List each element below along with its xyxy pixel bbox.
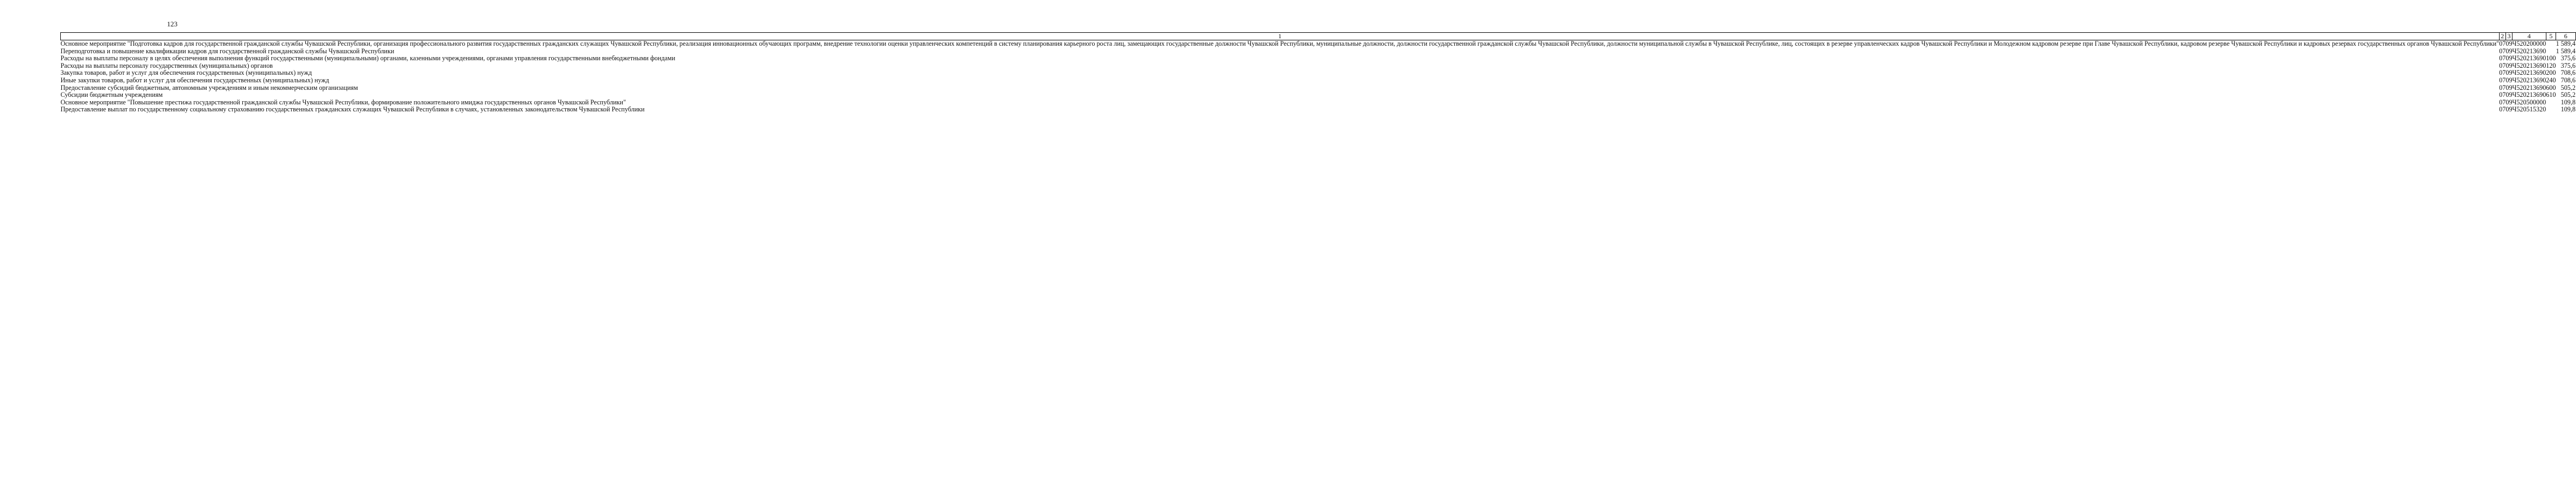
row-subsection: 09 bbox=[2505, 40, 2512, 47]
row-name: Расходы на выплаты персоналу государственных (муниципальных) органов bbox=[60, 61, 273, 69]
row-amount: 375,6 bbox=[2560, 61, 2576, 69]
row-section: 07 bbox=[2499, 69, 2506, 77]
row-name: Предоставление выплат по государственному социальному страхованию государственных гражданских служащих Чувашской Республики в случаях, установленных законодательством Чувашской Республики bbox=[60, 105, 645, 114]
row-subsection: 09 bbox=[2505, 83, 2512, 91]
row-target-code: Ч520515320 bbox=[2512, 105, 2546, 114]
row-amount: 375,6 bbox=[2560, 54, 2576, 62]
budget-table bbox=[60, 32, 2576, 114]
header-col-3: 3 bbox=[2505, 33, 2512, 40]
row-amount: 708,6 bbox=[2560, 76, 2576, 84]
header-col-2: 2 bbox=[2499, 33, 2505, 40]
row-section: 07 bbox=[2499, 105, 2506, 114]
row-amount: 109,8 bbox=[2560, 105, 2576, 114]
row-target-code: Ч520213690 bbox=[2512, 54, 2546, 62]
row-subsection: 09 bbox=[2505, 98, 2512, 106]
row-expense-type: 100 bbox=[2546, 54, 2556, 62]
row-amount: 505,2 bbox=[2560, 83, 2576, 91]
table-row bbox=[61, 99, 2576, 107]
row-expense-type bbox=[2546, 106, 2556, 114]
row-name: Иные закупки товаров, работ и услуг для обеспечения государственных (муниципальных) нужд bbox=[60, 76, 329, 84]
row-amount: 109,8 bbox=[2560, 98, 2576, 106]
row-expense-type: 240 bbox=[2546, 76, 2556, 84]
table-row bbox=[61, 91, 2576, 99]
header-col-5: 5 bbox=[2546, 33, 2556, 40]
row-name: Закупка товаров, работ и услуг для обеспечения государственных (муниципальных) нужд bbox=[60, 69, 312, 77]
table-row bbox=[61, 40, 2576, 48]
row-expense-type bbox=[2546, 40, 2556, 48]
row-target-code: Ч520213690 bbox=[2512, 69, 2546, 77]
header-col-1: 1 bbox=[61, 33, 2500, 40]
row-section: 07 bbox=[2499, 76, 2506, 84]
row-section: 07 bbox=[2499, 61, 2506, 69]
row-amount: 1 589,4 bbox=[2556, 40, 2576, 47]
table-row bbox=[61, 77, 2576, 84]
row-target-code: Ч520213690 bbox=[2512, 47, 2546, 55]
row-section: 07 bbox=[2499, 98, 2506, 106]
row-amount: 505,2 bbox=[2560, 91, 2576, 99]
table-row bbox=[61, 55, 2576, 62]
row-section: 07 bbox=[2499, 54, 2506, 62]
row-section: 07 bbox=[2499, 91, 2506, 99]
header-col-4: 4 bbox=[2512, 33, 2546, 40]
table-row bbox=[61, 48, 2576, 55]
row-expense-type bbox=[2546, 99, 2556, 107]
table-header-row bbox=[61, 33, 2576, 40]
row-subsection: 09 bbox=[2505, 91, 2512, 99]
row-name: Основное мероприятие "Повышение престижа государственной гражданской службы Чувашской Республики, формирование положительного имиджа государственных органов Чувашской Республики" bbox=[60, 98, 626, 106]
page-number: 123 bbox=[167, 20, 178, 28]
row-target-code: Ч520213690 bbox=[2512, 91, 2546, 99]
row-target-code: Ч520200000 bbox=[2512, 40, 2546, 47]
row-section: 07 bbox=[2499, 47, 2506, 55]
row-name: Предоставление субсидий бюджетным, автономным учреждениям и иным некоммерческим организациям bbox=[60, 83, 358, 91]
table-row bbox=[61, 84, 2576, 92]
table-row bbox=[61, 106, 2576, 114]
row-section: 07 bbox=[2499, 83, 2506, 91]
row-subsection: 09 bbox=[2505, 76, 2512, 84]
row-subsection: 09 bbox=[2505, 47, 2512, 55]
table-row bbox=[61, 62, 2576, 70]
row-expense-type: 610 bbox=[2546, 91, 2556, 99]
row-expense-type: 200 bbox=[2546, 69, 2556, 77]
row-subsection: 09 bbox=[2505, 54, 2512, 62]
row-target-code: Ч520213690 bbox=[2512, 83, 2546, 91]
row-section: 07 bbox=[2499, 40, 2506, 47]
row-name: Субсидии бюджетным учреждениям bbox=[60, 91, 163, 99]
row-subsection: 09 bbox=[2505, 61, 2512, 69]
row-name: Основное мероприятие "Подготовка кадров для государственной гражданской службы Чувашской Республики, организация профессионального развития государственных гражданских служащих Чувашской Республики, реализация инновационных обучающих программ, внедрение технологии оценки управленческих компетенций в систему планирования карьерного роста лиц, замещающих государственные должности Чувашской Республики, муниципальные должности, должности государственной гражданской службы Чувашской Республики, должности муниципальной службы в Чувашской Республике, лиц, состоящих в резерве управленческих кадров Чувашской Республики и Молодежном кадровом резерве при Главе Чувашской Республики, кадровом резерве Чувашской Республики и кадровых резервах государственных органов Чувашской Республики" bbox=[60, 40, 2500, 47]
row-subsection: 09 bbox=[2505, 69, 2512, 77]
row-target-code: Ч520213690 bbox=[2512, 61, 2546, 69]
row-expense-type: 120 bbox=[2546, 61, 2556, 69]
table-row bbox=[61, 69, 2576, 77]
header-col-6: 6 bbox=[2556, 33, 2576, 40]
row-target-code: Ч520500000 bbox=[2512, 98, 2546, 106]
row-name: Расходы на выплаты персоналу в целях обеспечения выполнения функций государственными (муниципальными) органами, казенными учреждениями, органами управления государственными внебюджетными фондами bbox=[60, 54, 675, 62]
row-subsection: 09 bbox=[2505, 105, 2512, 114]
row-expense-type: 600 bbox=[2546, 83, 2556, 91]
row-amount: 708,6 bbox=[2560, 69, 2576, 77]
row-target-code: Ч520213690 bbox=[2512, 76, 2546, 84]
row-amount: 1 589,4 bbox=[2556, 47, 2576, 55]
row-expense-type bbox=[2546, 48, 2556, 55]
row-name: Переподготовка и повышение квалификации кадров для государственной гражданской службы Чувашской Республики bbox=[60, 47, 395, 55]
